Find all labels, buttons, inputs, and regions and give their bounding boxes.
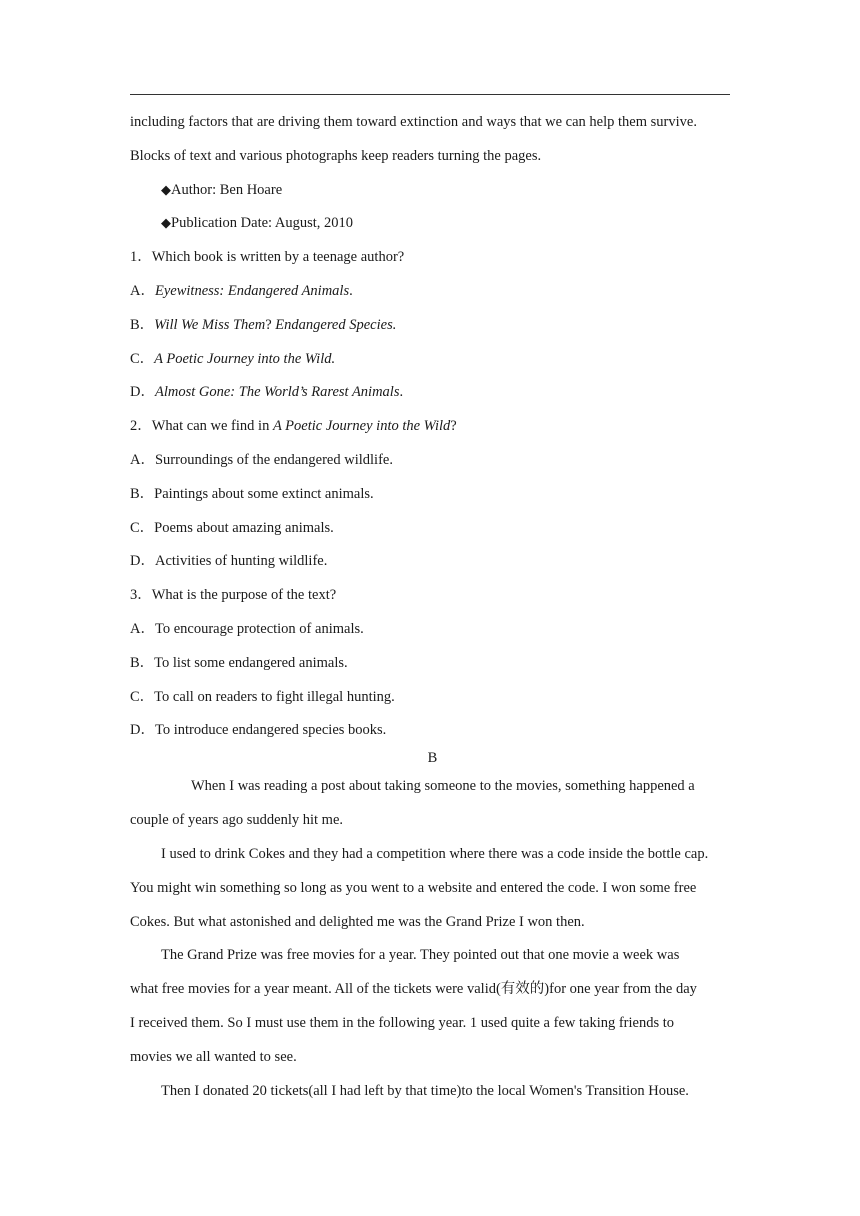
question-number: 2． bbox=[130, 418, 152, 435]
option-letter: C． bbox=[130, 350, 155, 367]
option-tail: . bbox=[331, 350, 336, 367]
option-text: To list some endangered animals. bbox=[154, 654, 348, 671]
intro-line-2: Blocks of text and various photographs keep readers turning the pages. bbox=[130, 147, 542, 164]
book-title: A Poetic Journey into the Wild bbox=[272, 418, 451, 435]
option-text: Paintings about some extinct animals. bbox=[154, 485, 374, 502]
q1-option-a bbox=[130, 278, 735, 312]
option-letter: A． bbox=[130, 451, 155, 468]
q2-option-c bbox=[130, 515, 735, 549]
option-mid: ? bbox=[265, 316, 276, 333]
q2-option-b bbox=[130, 481, 735, 515]
option-text: To introduce endangered species books. bbox=[154, 722, 387, 739]
document-body bbox=[130, 109, 735, 1111]
option-letter: A． bbox=[130, 620, 155, 637]
question-1 bbox=[130, 244, 735, 278]
question-text-pre: What can we find in bbox=[151, 418, 273, 435]
option-letter: B． bbox=[130, 316, 155, 333]
diamond-bullet-icon: ◆ bbox=[161, 215, 171, 231]
passage-line: Cokes. But what astonished and delighted me was the Grand Prize I won then. bbox=[130, 913, 585, 930]
option-letter: C． bbox=[130, 688, 155, 705]
book-title: Almost Gone: The World’s Rarest Animals bbox=[154, 384, 400, 401]
question-number: 1． bbox=[130, 249, 152, 266]
passage-line: Then I donated 20 tickets(all I had left by that time)to the local Women's Transition House. bbox=[161, 1082, 689, 1099]
q1-option-d bbox=[130, 379, 735, 413]
passage-line: what free movies for a year meant. All of the tickets were valid(有效的)for one year from the day bbox=[130, 981, 697, 998]
book-title: A Poetic Journey into the Wild bbox=[154, 350, 332, 367]
option-text: Poems about amazing animals. bbox=[154, 519, 334, 536]
option-letter: D． bbox=[130, 553, 155, 570]
book-title-part-1: Will We Miss Them bbox=[154, 316, 266, 333]
option-text: Activities of hunting wildlife. bbox=[154, 553, 328, 570]
passage-heading: B bbox=[427, 750, 438, 767]
passage-line: couple of years ago suddenly hit me. bbox=[130, 812, 344, 829]
passage-line: I received them. So I must use them in the following year. 1 used quite a few taking friends to bbox=[130, 1014, 675, 1031]
q2-option-d bbox=[130, 548, 735, 582]
passage-line: You might win something so long as you went to a website and entered the code. I won some free bbox=[130, 879, 697, 896]
question-text: What is the purpose of the text? bbox=[151, 587, 337, 604]
book-title: Eyewitness: Endangered Animals bbox=[154, 282, 350, 299]
header-rule bbox=[130, 94, 730, 95]
q2-option-a bbox=[130, 447, 735, 481]
diamond-bullet-icon: ◆ bbox=[161, 181, 171, 197]
option-text: To call on readers to fight illegal hunting. bbox=[154, 688, 395, 705]
q3-option-b bbox=[130, 650, 735, 684]
option-text: To encourage protection of animals. bbox=[154, 620, 364, 637]
q3-option-d bbox=[130, 717, 735, 743]
passage-line: I used to drink Cokes and they had a competition where there was a code inside the bottle cap. bbox=[161, 845, 709, 862]
option-letter: D． bbox=[130, 722, 155, 739]
option-text: Surroundings of the endangered wildlife. bbox=[154, 451, 393, 468]
passage-line: The Grand Prize was free movies for a year. They pointed out that one movie a week was bbox=[161, 947, 680, 964]
question-3 bbox=[130, 582, 735, 616]
option-tail: . bbox=[392, 316, 397, 333]
passage-line: movies we all wanted to see. bbox=[130, 1048, 297, 1065]
publication-date-line bbox=[130, 210, 735, 244]
q3-option-a bbox=[130, 616, 735, 650]
option-tail: . bbox=[349, 282, 353, 299]
passage-line: When I was reading a post about taking someone to the movies, something happened a bbox=[191, 778, 695, 795]
option-letter: A． bbox=[130, 282, 155, 299]
option-letter: B． bbox=[130, 654, 155, 671]
author-text: Author: Ben Hoare bbox=[171, 181, 283, 198]
option-letter: B． bbox=[130, 485, 155, 502]
question-text-post: ? bbox=[450, 418, 457, 435]
author-line bbox=[130, 177, 735, 211]
question-2 bbox=[130, 413, 735, 447]
option-letter: C． bbox=[130, 519, 155, 536]
q1-option-c bbox=[130, 346, 735, 380]
option-letter: D． bbox=[130, 384, 155, 401]
book-title-part-2: Endangered Species bbox=[275, 316, 393, 333]
publication-date-text: Publication Date: August, 2010 bbox=[171, 215, 354, 232]
question-text: Which book is written by a teenage author? bbox=[151, 249, 405, 266]
question-number: 3． bbox=[130, 587, 152, 604]
q3-option-c bbox=[130, 684, 735, 718]
intro-line-1: including factors that are driving them toward extinction and ways that we can help them survive. bbox=[130, 114, 697, 130]
q1-option-b bbox=[130, 312, 735, 346]
option-tail: . bbox=[399, 384, 404, 401]
